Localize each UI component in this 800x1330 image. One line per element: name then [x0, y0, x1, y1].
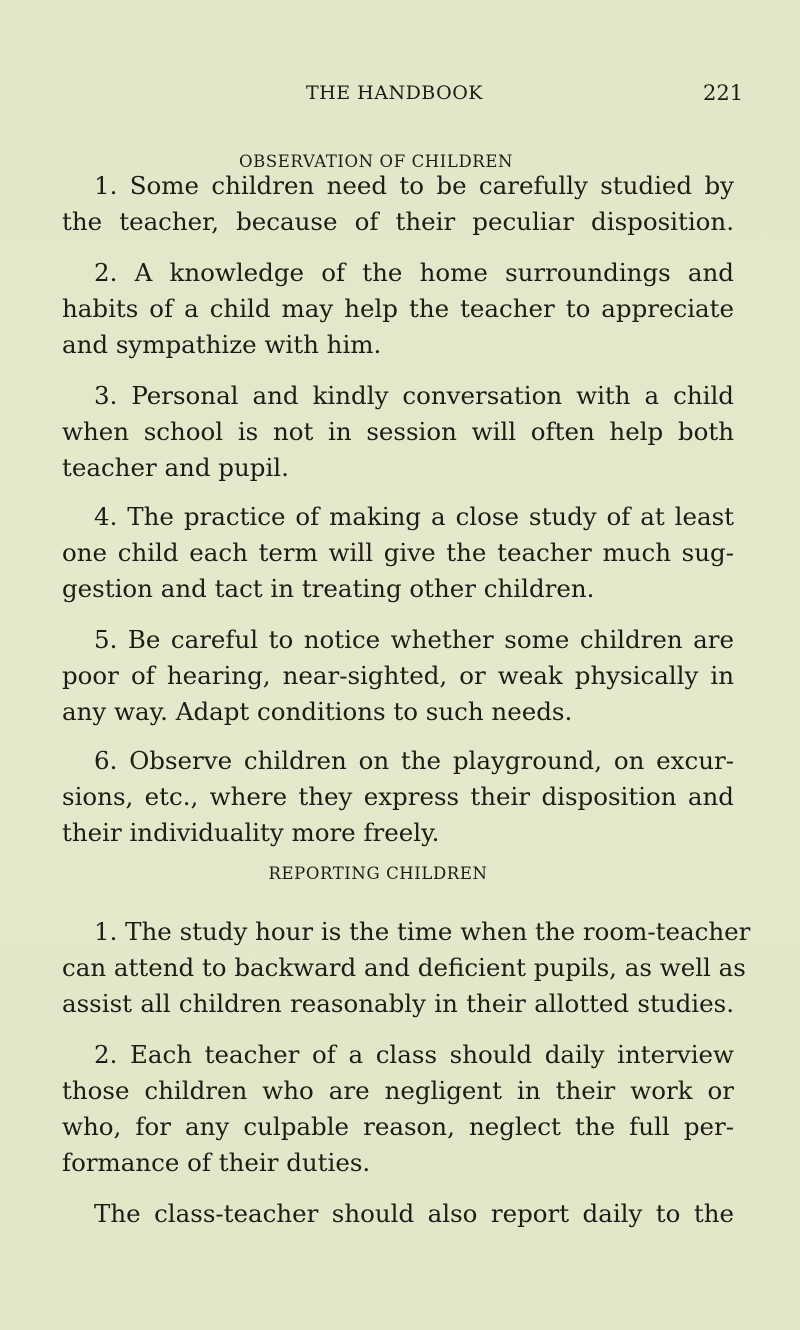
text-line: the teacher, because of their peculiar disposition. [62, 207, 734, 236]
text-line: who, for any culpable reason, neglect the full per- [62, 1112, 734, 1141]
text-line: 1. Some children need to be carefully studied by [94, 171, 734, 200]
text-line: and sympathize with him. [62, 330, 382, 359]
text-line: 3. Personal and kindly conversation with a child [94, 381, 734, 410]
text-line: teacher and pupil. [62, 453, 289, 482]
text-line: The class-teacher should also report daily to the [94, 1199, 734, 1228]
text-line: assist all children reasonably in their allotted studies. [62, 989, 734, 1018]
text-line: 1. The study hour is the time when the room-teacher [94, 917, 751, 946]
text-line: when school is not in session will often help both [62, 417, 734, 446]
text-line: habits of a child may help the teacher to appreciate [62, 294, 734, 323]
running-head [0, 82, 800, 112]
text-line: sions, etc., where they express their disposition and [62, 782, 734, 811]
section-heading-observation: OBSERVATION OF CHILDREN [238, 152, 514, 171]
text-line: can attend to backward and deficient pupils, as well as [62, 953, 746, 982]
text-line: formance of their duties. [62, 1148, 371, 1177]
page-number: 221 [703, 81, 744, 105]
text-line: their individuality more freely. [62, 818, 440, 847]
text-line: one child each term will give the teacher much sug- [62, 538, 734, 567]
text-line: any way. Adapt conditions to such needs. [62, 697, 573, 726]
text-line: those children who are negligent in their work or [62, 1076, 734, 1105]
text-line: 2. Each teacher of a class should daily interview [94, 1040, 734, 1069]
text-line: gestion and tact in treating other children. [62, 574, 595, 603]
text-line: 5. Be careful to notice whether some children are [94, 625, 734, 654]
section-heading-reporting: REPORTING CHILDREN [268, 864, 488, 883]
text-line: 4. The practice of making a close study of at least [94, 502, 734, 531]
text-line: 2. A knowledge of the home surroundings and [94, 258, 734, 287]
text-line: poor of hearing, near-sighted, or weak physically in [62, 661, 734, 690]
text-line: 6. Observe children on the playground, on excur- [94, 746, 734, 775]
running-title: THE HANDBOOK [306, 82, 483, 104]
